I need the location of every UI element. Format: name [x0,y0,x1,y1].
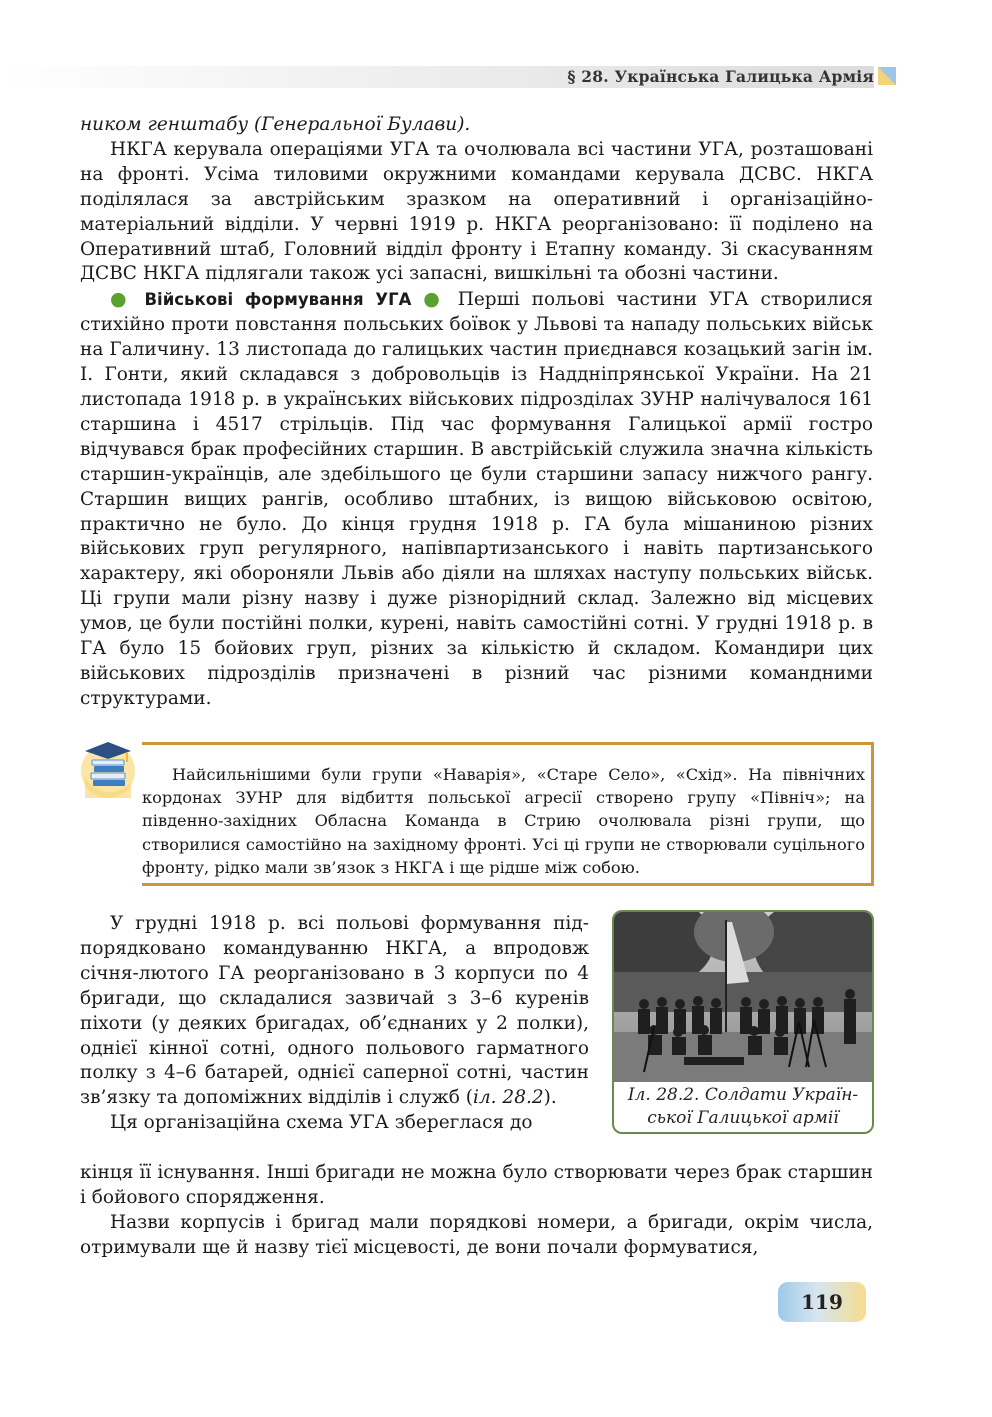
bottom-text-block [80,1161,873,1261]
intro-line: ником генштабу (Генеральної Булави). [80,114,471,135]
callout-box [142,742,874,886]
section-paragraph [80,287,873,711]
soldiers-photo [614,912,872,1082]
books-icon [79,738,137,800]
organization-paragraph [80,912,589,1111]
names-paragraph: Назви корпусів і бригад мали порядкові номери, а бригади, окрім числа, отримували ще й назву тієї місцевості, де вони почали формуватися, [80,1211,873,1258]
section-text: Перші польові частини УГА створилися стихійно проти повстання польських боївок у Львові та нападу польських військ на Галичину. 13 листопада до галицьких частин приєднався козацький загін ім. І. Гонти, який складався з добровольців із Наддніпрянської України. На 21 листопада 1918 р. в українських військових підрозділах ЗУНР налічувалося 161 старшина і 4517 стрільців. Під час формування Галицької армії гостро відчувався брак професійних старшин. В австрійській служила значна кількість старшин-українців, але здебільшого це були старшини запасу нижчого рангу. Старшин вищих рангів, особливо штабних, із вищою військовою освітою, практично не було. До кінця грудня 1918 р. ГА була мішаниною різних військових груп регулярного, напівпартизанського і навіть партизанського характеру, які обороняли Львів або діяли на шляхах наступу польських військ. Ці групи мали різну назву і дуже різнорідний склад. Залежно від місцевих умов, це були постійні полки, курені, навіть самостійні сотні. У грудні 1918 р. в ГА було 15 бойових груп, різних за кількістю й складом. Командири цих військових підрозділів призначені в різний час різними командними структурами. [80,289,873,709]
running-header-title: § 28. Українська Галицька Армія [567,67,874,86]
intro-block [80,113,873,712]
section-heading: Військові формування УГА [144,290,412,310]
figure-frame [612,910,874,1134]
left-column-text [80,912,589,1136]
callout-text: Найсильнішими були групи «Наварія», «Старе Село», «Схід». На північних кордонах ЗУНР для відбиття польської агресії створено групу «Північ»; на південно-західних Обласна Команда в Стрию очолювала різні групи, що створилися самостійно на західному фронті. Усі ці групи не створювали суцільного фронту, рідко мали зв’язок з НКГА і ще рідше між собою. [142,765,865,877]
header-corner-icon [878,67,896,85]
page-number: 119 [801,1290,843,1314]
figure-reference: іл. 28.2 [472,1087,544,1109]
scheme-paragraph-start: Ця організаційна схема УГА збереглася до [110,1112,533,1134]
bullet-dot-icon: ● [110,288,133,311]
organization-text-end: ). [543,1087,557,1109]
intro-paragraph: НКГА керувала операціями УГА та очолювала всі частини УГА, розташовані на фронті. Усіма тиловими окружними командами керувала ДСВС. НКГА поділялася за австрійським зразком на оперативний і організаційно-матеріальний відділи. У червні 1919 р. НКГА реорганізовано: її поділено на Оперативний штаб, Головний відділ фронту і Етапну команду. Зі скасуванням ДСВС НКГА підлягали також усі запасні, вишкільні та обозні частини. [80,138,873,285]
bullet-dot-icon: ● [423,288,446,311]
organization-text: У грудні 1918 р. всі польові формування підпорядковано командуванню НКГА, а впродовж січня-лютого ГА реорганізовано в 3 корпуси по 4 бригади, що складалися зазвичай з 3–6 куренів піхоти (у деяких бригадах, об’єднаних у 2 полки), однієї кінної сотні, одного польового гарматного полку з 4–6 батарей, однієї саперної сотні, частин зв’язку та допоміжних відділів і служб ( [80,913,589,1109]
figure-caption: Іл. 28.2. Солдати Української Галицької армії [627,1085,859,1128]
scheme-paragraph-rest: кінця її існування. Інші бригади не можна було створювати через брак старшин і бойового спорядження. [80,1162,873,1208]
